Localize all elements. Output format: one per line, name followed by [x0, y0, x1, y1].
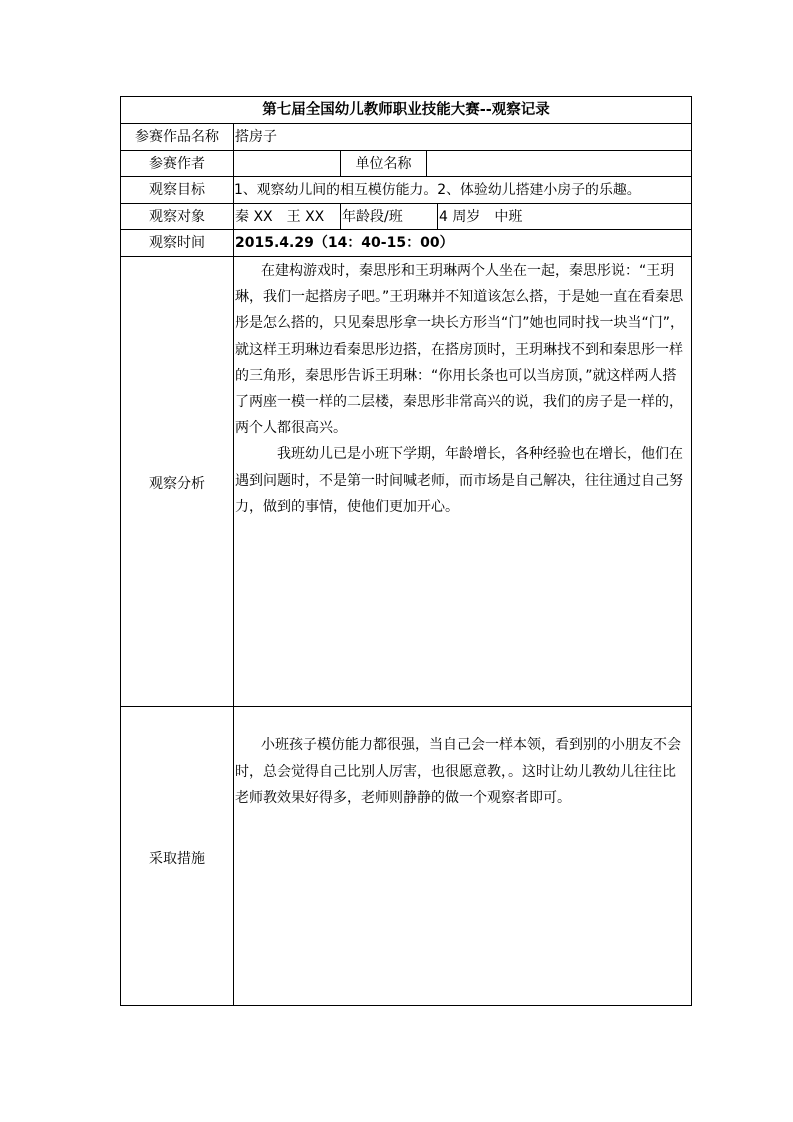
work-name-label: 参赛作品名称: [135, 129, 219, 145]
table-border-right: [691, 96, 692, 1006]
unit-divider: [426, 150, 427, 176]
row-divider: [120, 706, 692, 707]
analysis-paragraph: 我班幼儿已是小班下学期，年龄增长，各种经验也在增长，他们在遇到问题时，不是第一时间喊老师，而市场是自己解决，往往通过自己努力，做到的事情，使他们更加开心。: [235, 446, 683, 515]
goal-value: 1、观察幼儿间的相互模仿能力。2、体验幼儿搭建小房子的乐趣。: [234, 182, 641, 198]
author-value: [235, 151, 339, 176]
table-border-bottom: [120, 1005, 692, 1006]
form-title: 第七届全国幼儿教师职业技能大赛--观察记录: [262, 102, 550, 118]
work-name-value: 搭房子: [235, 129, 277, 145]
goal-label: 观察目标: [149, 182, 205, 198]
subject-divider: [340, 203, 341, 229]
unit-value: [428, 151, 690, 176]
time-label: 观察时间: [149, 235, 205, 251]
label-column-divider: [233, 123, 234, 1006]
subject-value: 秦 XX 王 XX: [235, 209, 325, 225]
measures-paragraph: 小班孩子模仿能力都很强，当自己会一样本领，看到别的小朋友不会时，总会觉得自己比别人厉害，也很愿意教，。这时让幼儿教幼儿往往比老师教效果好得多，老师则静静的做一个观察者即可。: [235, 737, 681, 806]
age-divider: [437, 203, 438, 229]
age-class-value: 4 周岁 中班: [439, 209, 523, 225]
analysis-paragraph: 在建构游戏时，秦思彤和王玥琳两个人坐在一起，秦思彤说：“王玥琳，我们一起搭房子吧。”王玥琳并不知道该怎么搭，于是她一直在看秦思彤是怎么搭的，只见秦思彤拿一块长方形当“门”她也同时找一块当“门”，就这样王玥琳边看秦思彤边搭，在搭房顶时，王玥琳找不到和秦思彤一样的三角形，秦思彤告诉王玥琳：“你用长条也可以当房顶，”就这样两人搭了两座一模一样的二层楼，秦思彤非常高兴的说，我们的房子是一样的，两个人都很高兴。: [235, 263, 685, 437]
unit-label: 单位名称: [355, 156, 412, 172]
analysis-text: [235, 258, 689, 704]
analysis-label: 观察分析: [149, 476, 205, 492]
measures-text: [235, 732, 689, 1002]
time-value: 2015.4.29（14：40-15：00）: [235, 235, 454, 251]
row-divider: [120, 256, 692, 257]
age-class-label: 年龄段/班: [342, 209, 403, 225]
subject-label: 观察对象: [149, 209, 205, 225]
measures-label: 采取措施: [149, 851, 205, 867]
author-label: 参赛作者: [149, 156, 205, 172]
